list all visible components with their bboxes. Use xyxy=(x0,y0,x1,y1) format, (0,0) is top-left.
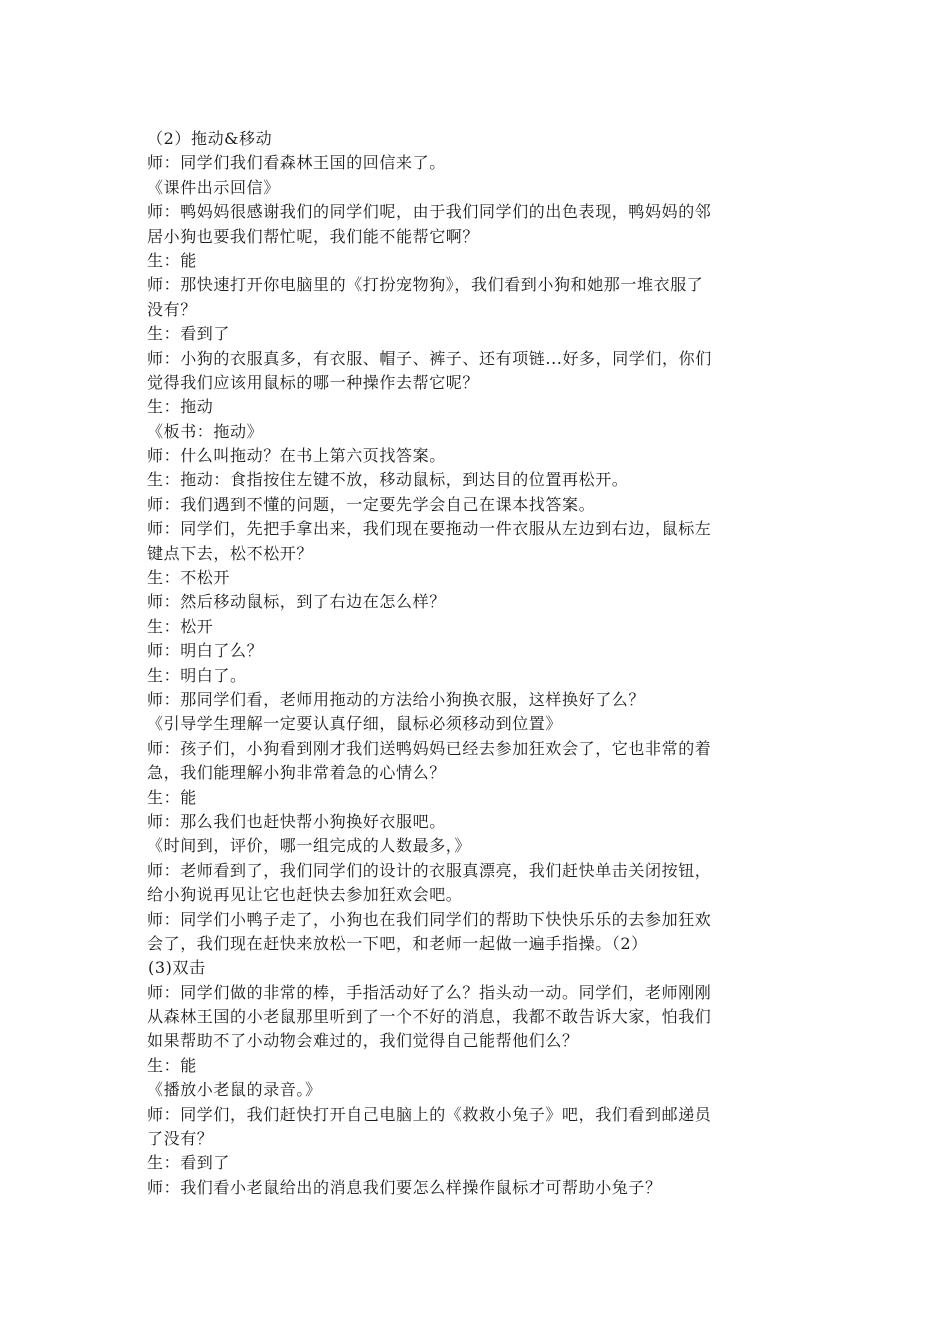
paragraph-line: 生：能 xyxy=(147,1055,197,1075)
paragraph-line: 师：同学们，我们赶快打开自己电脑上的《救救小兔子》吧，我们看到邮递员 xyxy=(147,1104,712,1124)
paragraph-line: 师：那么我们也赶快帮小狗换好衣服吧。 xyxy=(147,811,446,831)
paragraph-line: 师：我们看小老鼠给出的消息我们要怎么样操作鼠标才可帮助小兔子？ xyxy=(147,1177,662,1197)
paragraph-line: 师：老师看到了，我们同学们的设计的衣服真漂亮，我们赶快单击关闭按钮， xyxy=(147,860,712,880)
paragraph-line: 师：那同学们看，老师用拖动的方法给小狗换衣服，这样换好了么？ xyxy=(147,689,646,709)
paragraph-line: 急，我们能理解小狗非常着急的心情么？ xyxy=(147,763,446,783)
paragraph-line: 觉得我们应该用鼠标的哪一种操作去帮它呢？ xyxy=(147,372,480,392)
paragraph-line: 《板书：拖动》 xyxy=(147,421,264,441)
paragraph-line: 从森林王国的小老鼠那里听到了一个不好的消息，我都不敢告诉大家，怕我们 xyxy=(147,1007,712,1027)
paragraph-line: 键点下去，松不松开？ xyxy=(147,543,314,563)
paragraph-line: 生：明白了。 xyxy=(147,665,247,685)
paragraph-line: 师：然后移动鼠标，到了右边在怎么样？ xyxy=(147,592,446,612)
paragraph-line: 居小狗也要我们帮忙呢，我们能不能帮它啊？ xyxy=(147,226,480,246)
paragraph-line: 师：明白了么？ xyxy=(147,641,264,661)
paragraph-line: 生：能 xyxy=(147,250,197,270)
paragraph-line: 《课件出示回信》 xyxy=(147,177,280,197)
paragraph-line: 师：鸭妈妈很感谢我们的同学们呢，由于我们同学们的出色表现，鸭妈妈的邻 xyxy=(147,202,712,222)
paragraph-line: 生：拖动 xyxy=(147,397,214,417)
paragraph-line: 给小狗说再见让它也赶快去参加狂欢会吧。 xyxy=(147,885,463,905)
paragraph-line: 师：同学们我们看森林王国的回信来了。 xyxy=(147,153,446,173)
document-body xyxy=(147,127,807,1200)
paragraph-line: 生：拖动：食指按住左键不放，移动鼠标，到达目的位置再松开。 xyxy=(147,470,629,490)
paragraph-line: 了没有？ xyxy=(147,1129,214,1149)
paragraph-line: 师：那快速打开你电脑里的《打扮宠物狗》，我们看到小狗和她那一堆衣服了 xyxy=(147,275,704,295)
paragraph-line: 师：什么叫拖动？在书上第六页找答案。 xyxy=(147,446,446,466)
paragraph-line: 生：看到了 xyxy=(147,324,231,344)
paragraph-line: 生：能 xyxy=(147,787,197,807)
paragraph-line: 生：松开 xyxy=(147,616,214,636)
paragraph-line: 师：同学们，先把手拿出来，我们现在要拖动一件衣服从左边到右边，鼠标左 xyxy=(147,519,712,539)
paragraph-line: 师：同学们做的非常的棒，手指活动好了么？指头动一动。同学们，老师刚刚 xyxy=(147,982,712,1002)
paragraph-line: 生：不松开 xyxy=(147,568,231,588)
paragraph-line: 《时间到，评价，哪一组完成的人数最多，》 xyxy=(147,836,472,856)
paragraph-line: 会了，我们现在赶快来放松一下吧，和老师一起做一遍手指操。（2） xyxy=(147,933,648,953)
paragraph-line: 如果帮助不了小动物会难过的，我们觉得自己能帮他们么？ xyxy=(147,1031,579,1051)
section-heading: （2）拖动&移动 xyxy=(147,129,273,148)
paragraph-line: 《播放小老鼠的录音。》 xyxy=(147,1080,322,1100)
paragraph-line: 师：我们遇到不懂的问题，一定要先学会自己在课本找答案。 xyxy=(147,494,596,514)
paragraph-line: 师：孩子们，小狗看到刚才我们送鸭妈妈已经去参加狂欢会了，它也非常的着 xyxy=(147,738,712,758)
paragraph-line: 《引导学生理解一定要认真仔细，鼠标必须移动到位置》 xyxy=(147,714,563,734)
paragraph-line: 没有？ xyxy=(147,299,197,319)
paragraph-line: 师：小狗的衣服真多，有衣服、帽子、裤子、还有项链...好多，同学们，你们 xyxy=(147,348,712,368)
paragraph-line: 生：看到了 xyxy=(147,1153,231,1173)
section-heading: (3)双击 xyxy=(148,958,206,978)
paragraph-line: 师：同学们小鸭子走了，小狗也在我们同学们的帮助下快快乐乐的去参加狂欢 xyxy=(147,909,712,929)
